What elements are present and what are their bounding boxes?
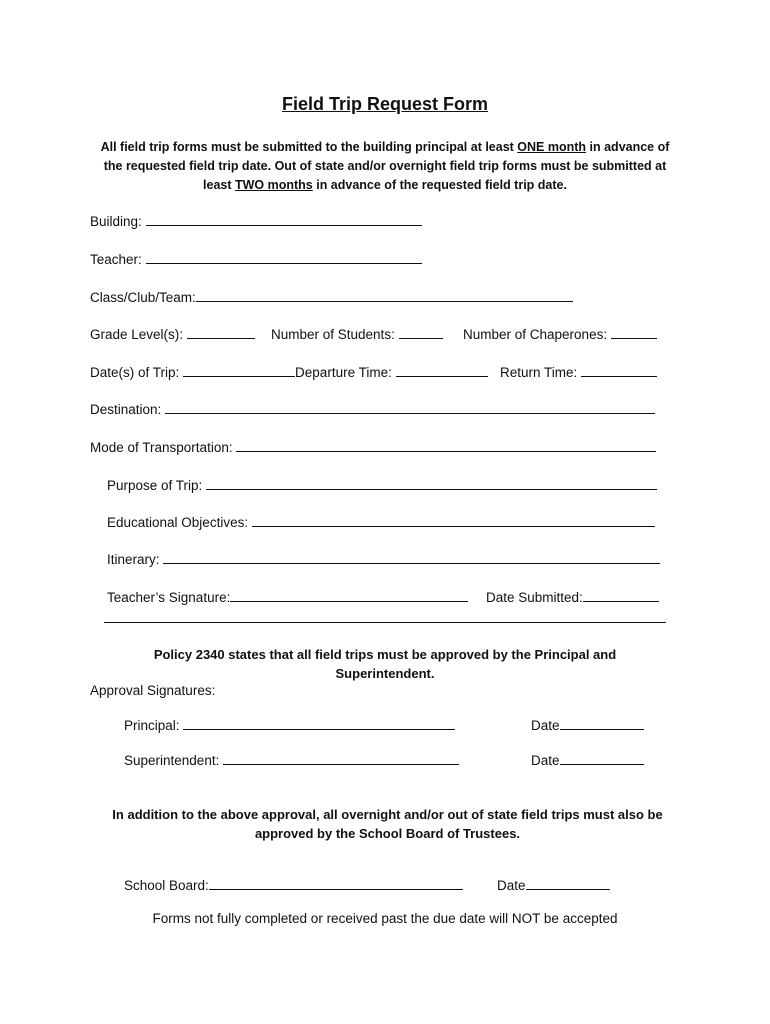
departure-time-label: Departure Time: bbox=[295, 365, 392, 380]
teacher-field[interactable] bbox=[146, 251, 422, 264]
superintendent-date-group bbox=[531, 752, 644, 768]
mode-of-transportation-label: Mode of Transportation: bbox=[90, 440, 233, 455]
destination-row bbox=[90, 401, 655, 417]
number-of-chaperones-label: Number of Chaperones: bbox=[463, 327, 608, 342]
form-title: Field Trip Request Form bbox=[281, 94, 489, 114]
school-board-date-group bbox=[497, 877, 610, 893]
school-board-signature-field[interactable] bbox=[209, 877, 463, 890]
school-board-date-field[interactable] bbox=[526, 877, 610, 890]
intro-text-3: in advance of the requested field trip date. bbox=[312, 178, 567, 192]
purpose-of-trip-label: Purpose of Trip: bbox=[107, 478, 203, 493]
purpose-of-trip-field[interactable] bbox=[206, 477, 657, 490]
principal-date-group bbox=[531, 717, 644, 733]
principal-signature-group bbox=[124, 717, 455, 733]
itinerary-row bbox=[107, 551, 660, 567]
return-time-group bbox=[500, 364, 657, 380]
submission-instructions bbox=[95, 138, 675, 195]
date-submitted-group bbox=[486, 589, 659, 605]
educational-objectives-field[interactable] bbox=[252, 514, 655, 527]
class-club-team-label: Class/Club/Team: bbox=[90, 290, 196, 305]
grade-levels-group bbox=[90, 326, 255, 342]
date-submitted-field[interactable] bbox=[583, 589, 659, 602]
grade-levels-label: Grade Level(s): bbox=[90, 327, 184, 342]
number-of-chaperones-group bbox=[463, 326, 657, 342]
educational-objectives-row bbox=[107, 514, 655, 530]
departure-time-field[interactable] bbox=[396, 364, 488, 377]
date-submitted-label: Date Submitted: bbox=[486, 590, 583, 605]
class-club-team-field[interactable] bbox=[196, 289, 573, 302]
return-time-label: Return Time: bbox=[500, 365, 578, 380]
grade-levels-field[interactable] bbox=[187, 326, 255, 339]
section-divider bbox=[104, 622, 666, 623]
two-months-emphasis: TWO months bbox=[234, 178, 313, 192]
dates-of-trip-field[interactable] bbox=[183, 364, 295, 377]
one-month-emphasis: ONE month bbox=[517, 140, 587, 154]
principal-label: Principal: bbox=[124, 718, 180, 733]
building-row bbox=[90, 213, 422, 229]
mode-of-transportation-row bbox=[90, 439, 656, 455]
number-of-students-field[interactable] bbox=[399, 326, 443, 339]
approval-signatures-heading: Approval Signatures: bbox=[90, 683, 216, 698]
number-of-chaperones-field[interactable] bbox=[611, 326, 657, 339]
footer-notice: Forms not fully completed or received past the due date will NOT be accepted bbox=[152, 911, 618, 926]
superintendent-date-field[interactable] bbox=[560, 752, 644, 765]
teacher-row bbox=[90, 251, 422, 267]
school-board-signature-group bbox=[124, 877, 463, 893]
intro-text-2: in advance of the requested field trip date. Out of state and/or overnight field trip forms must be submitted at least bbox=[103, 140, 670, 192]
school-board-label: School Board: bbox=[124, 878, 209, 893]
mode-of-transportation-field[interactable] bbox=[236, 439, 656, 452]
itinerary-label: Itinerary: bbox=[107, 552, 160, 567]
dates-of-trip-label: Date(s) of Trip: bbox=[90, 365, 180, 380]
policy-statement: Policy 2340 states that all field trips must be approved by the Principal and Superintendent. bbox=[153, 647, 617, 681]
superintendent-signature-field[interactable] bbox=[223, 752, 459, 765]
superintendent-label: Superintendent: bbox=[124, 753, 220, 768]
number-of-students-group bbox=[271, 326, 443, 342]
number-of-students-label: Number of Students: bbox=[271, 327, 395, 342]
intro-text-1: All field trip forms must be submitted to the building principal at least bbox=[100, 140, 518, 154]
principal-date-field[interactable] bbox=[560, 717, 644, 730]
teachers-signature-label: Teacher’s Signature: bbox=[107, 590, 231, 605]
educational-objectives-label: Educational Objectives: bbox=[107, 515, 249, 530]
building-label: Building: bbox=[90, 214, 142, 229]
school-board-date-label: Date bbox=[497, 878, 526, 893]
principal-signature-field[interactable] bbox=[183, 717, 455, 730]
destination-label: Destination: bbox=[90, 402, 162, 417]
principal-date-label: Date bbox=[531, 718, 560, 733]
teachers-signature-field[interactable] bbox=[230, 589, 468, 602]
class-club-team-row bbox=[90, 289, 573, 305]
purpose-of-trip-row bbox=[107, 477, 657, 493]
itinerary-field[interactable] bbox=[163, 551, 660, 564]
superintendent-date-label: Date bbox=[531, 753, 560, 768]
return-time-field[interactable] bbox=[581, 364, 657, 377]
dates-of-trip-group bbox=[90, 364, 488, 380]
teachers-signature-group bbox=[107, 589, 468, 605]
superintendent-signature-group bbox=[124, 752, 459, 768]
destination-field[interactable] bbox=[165, 401, 655, 414]
building-field[interactable] bbox=[146, 213, 422, 226]
school-board-notice: In addition to the above approval, all overnight and/or out of state field trips must also be approved by the School Board of Trustees. bbox=[112, 807, 663, 841]
teacher-label: Teacher: bbox=[90, 252, 142, 267]
